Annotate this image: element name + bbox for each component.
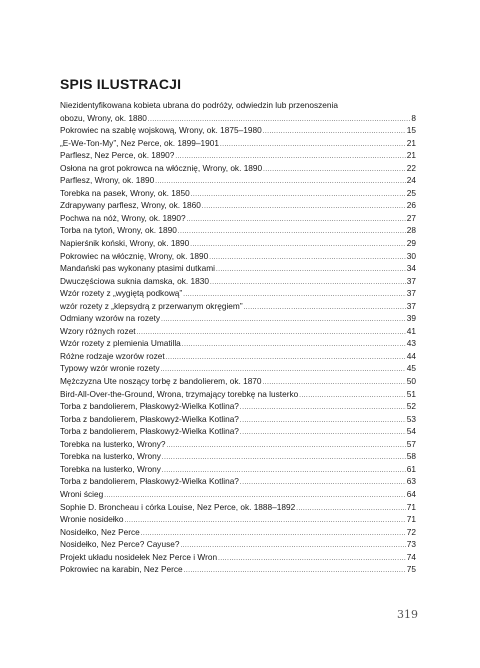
dot-leader — [175, 151, 405, 162]
entry-page-number: 28 — [406, 225, 416, 236]
dot-leader — [210, 277, 406, 288]
entry-page-number: 8 — [411, 112, 416, 123]
list-item — [60, 137, 416, 150]
dot-leader — [296, 503, 406, 514]
list-item — [60, 475, 416, 488]
list-item — [60, 99, 416, 112]
dot-leader — [220, 139, 406, 150]
list-item — [60, 551, 416, 564]
dot-leader — [161, 364, 406, 375]
dot-leader — [161, 314, 406, 325]
list-item — [60, 287, 416, 300]
dot-leader — [187, 214, 406, 225]
entry-page-number: 37 — [406, 288, 416, 299]
dot-leader — [166, 352, 406, 363]
list-item — [60, 526, 416, 539]
entry-title: Pokrowiec na szablę wojskową, Wrony, ok. 1875–1980 — [60, 125, 262, 136]
entry-title: Typowy wzór wronie rozety — [60, 363, 160, 374]
list-item — [60, 275, 416, 288]
dot-leader — [240, 477, 406, 488]
list-item — [60, 124, 416, 137]
entry-page-number: 51 — [406, 388, 416, 399]
list-item — [60, 388, 416, 401]
entry-title: Torba na tytoń, Wrony, ok. 1890 — [60, 225, 177, 236]
entry-title: Pochwa na nóż, Wrony, ok. 1890? — [60, 212, 186, 223]
entry-page-number: 72 — [406, 526, 416, 537]
entry-page-number: 44 — [406, 350, 416, 361]
entry-title: wzór rozety z „klepsydrą z przerwanym okręgiem” — [60, 300, 243, 311]
dot-leader — [263, 126, 406, 137]
dot-leader — [162, 452, 406, 463]
dot-leader — [104, 490, 406, 501]
entry-page-number: 75 — [406, 564, 416, 575]
entry-title: Parflesz, Nez Perce, ok. 1890? — [60, 150, 175, 161]
entry-page-number: 73 — [406, 539, 416, 550]
list-item — [60, 563, 416, 576]
list-item — [60, 413, 416, 426]
entry-page-number: 15 — [406, 125, 416, 136]
entry-title: Mężczyzna Ute noszący torbę z bandolierem, ok. 1870 — [60, 376, 262, 387]
entry-page-number: 27 — [406, 212, 416, 223]
list-item — [60, 488, 416, 501]
list-item — [60, 149, 416, 162]
entry-page-number: 29 — [406, 238, 416, 249]
entry-title: Mandański pas wykonany ptasimi dutkami — [60, 263, 215, 274]
entry-title-line1: Niezidentyfikowana kobieta ubrana do podróży, odwiedzin lub przenoszenia — [60, 100, 338, 110]
entry-page-number: 54 — [406, 426, 416, 437]
entry-title: Torebka na lusterko, Wrony — [60, 463, 161, 474]
list-item — [60, 262, 416, 275]
page-number: 319 — [397, 608, 418, 621]
entry-page-number: 74 — [406, 551, 416, 562]
list-item — [60, 300, 416, 313]
entry-title: Torba z bandolierem, Płaskowyż-Wielka Kotlina? — [60, 476, 239, 487]
entry-title: Odmiany wzorów na rozety — [60, 313, 161, 324]
dot-leader — [125, 515, 406, 526]
entry-page-number: 53 — [406, 413, 416, 424]
list-item — [60, 162, 416, 175]
entry-title: Wroni ścieg — [60, 488, 104, 499]
dot-leader — [216, 264, 406, 275]
entry-title: Pokrowiec na karabin, Nez Perce — [60, 564, 183, 575]
entry-page-number: 58 — [406, 451, 416, 462]
entry-page-number: 71 — [406, 501, 416, 512]
dot-leader — [178, 226, 406, 237]
entry-title: Torebka na lusterko, Wrony — [60, 451, 161, 462]
entry-title: Wzór rozety z „wygiętą podkową” — [60, 288, 183, 299]
list-item — [60, 212, 416, 225]
dot-leader — [137, 327, 406, 338]
dot-leader — [240, 427, 406, 438]
entry-page-number: 41 — [406, 325, 416, 336]
dot-leader — [180, 540, 405, 551]
list-item — [60, 450, 416, 463]
list-item — [60, 463, 416, 476]
list-item — [60, 174, 416, 187]
list-item — [60, 438, 416, 451]
dot-leader — [155, 176, 406, 187]
entry-title: Sophie D. Broncheau i córka Louise, Nez Perce, ok. 1888–1892 — [60, 501, 296, 512]
entry-page-number: 37 — [406, 300, 416, 311]
list-item — [60, 224, 416, 237]
entry-page-number: 21 — [406, 150, 416, 161]
dot-leader — [240, 415, 406, 426]
entry-title: Torba z bandolierem, Płaskowyż-Wielka Kotlina? — [60, 413, 239, 424]
entry-title: Pokrowiec na włócznię, Wrony, ok. 1890 — [60, 250, 209, 261]
list-item — [60, 337, 416, 350]
dot-leader — [148, 114, 411, 125]
dot-leader — [166, 440, 405, 451]
list-item — [60, 325, 416, 338]
list-item — [60, 250, 416, 263]
dot-leader — [240, 402, 406, 413]
entry-page-number: 39 — [406, 313, 416, 324]
entry-title: Wronie nosidełko — [60, 514, 124, 525]
entry-page-number: 63 — [406, 476, 416, 487]
entry-title: Parflesz, Wrony, ok. 1890 — [60, 175, 155, 186]
dot-leader — [191, 189, 406, 200]
list-item — [60, 513, 416, 526]
entry-title: Projekt układu nosidełek Nez Perce i Wron — [60, 551, 218, 562]
entry-page-number: 24 — [406, 175, 416, 186]
dot-leader — [202, 201, 406, 212]
dot-leader — [184, 565, 406, 576]
entry-title: Napierśnik koński, Wrony, ok. 1890 — [60, 238, 190, 249]
list-item — [60, 400, 416, 413]
entry-title: Nosidełko, Nez Perce? Cayuse? — [60, 539, 180, 550]
dot-leader — [299, 390, 406, 401]
entry-title: Torebka na pasek, Wrony, ok. 1850 — [60, 187, 190, 198]
dot-leader — [162, 465, 406, 476]
list-item — [60, 425, 416, 438]
dot-leader — [218, 553, 406, 564]
entry-title: Wzór rozety z plemienia Umatilla — [60, 338, 181, 349]
dot-leader — [209, 252, 406, 263]
illustration-list — [60, 99, 416, 576]
entry-page-number: 21 — [406, 137, 416, 148]
dot-leader — [190, 239, 405, 250]
entry-page-number: 22 — [406, 162, 416, 173]
entry-title: Nosidełko, Nez Perce — [60, 526, 140, 537]
entry-title: Dwuczęściowa suknia damska, ok. 1830 — [60, 275, 209, 286]
list-item — [60, 199, 416, 212]
entry-page-number: 45 — [406, 363, 416, 374]
entry-title: Osłona na grot pokrowca na włócznię, Wrony, ok. 1890 — [60, 162, 263, 173]
dot-leader — [263, 377, 406, 388]
list-item — [60, 362, 416, 375]
list-item — [60, 350, 416, 363]
entry-page-number: 57 — [406, 438, 416, 449]
dot-leader — [183, 289, 406, 300]
entry-page-number: 30 — [406, 250, 416, 261]
list-item — [60, 538, 416, 551]
entry-page-number: 71 — [406, 514, 416, 525]
entry-title-line2: obozu, Wrony, ok. 1880 — [60, 112, 147, 123]
entry-page-number: 25 — [406, 187, 416, 198]
entry-title: Torebka na lusterko, Wrony? — [60, 438, 166, 449]
entry-title: Różne rodzaje wzorów rozet — [60, 350, 165, 361]
list-item — [60, 375, 416, 388]
list-item — [60, 237, 416, 250]
entry-page-number: 50 — [406, 376, 416, 387]
entry-page-number: 64 — [406, 488, 416, 499]
list-item — [60, 187, 416, 200]
entry-page-number: 61 — [406, 463, 416, 474]
dot-leader — [182, 339, 406, 350]
dot-leader — [244, 302, 406, 313]
entry-page-number: 34 — [406, 263, 416, 274]
entry-page-number: 26 — [406, 200, 416, 211]
entry-title: „E-We-Ton-My”, Nez Perce, ok. 1899–1901 — [60, 137, 219, 148]
entry-title: Zdrapywany parflesz, Wrony, ok. 1860 — [60, 200, 201, 211]
entry-title: Torba z bandolierem, Płaskowyż-Wielka Kotlina? — [60, 426, 239, 437]
entry-title: Torba z bandolierem, Płaskowyż-Wielka Kotlina? — [60, 401, 239, 412]
entry-title: Wzory różnych rozet — [60, 325, 136, 336]
list-item — [60, 501, 416, 514]
dot-leader — [141, 528, 406, 539]
list-item — [60, 312, 416, 325]
entry-page-number: 52 — [406, 401, 416, 412]
list-item — [60, 112, 416, 125]
dot-leader — [263, 164, 406, 175]
entry-page-number: 43 — [406, 338, 416, 349]
page-title: SPIS ILUSTRACJI — [60, 76, 182, 92]
entry-page-number: 37 — [406, 275, 416, 286]
entry-title: Bird-All-Over-the-Ground, Wrona, trzymający torebkę na lusterko — [60, 388, 299, 399]
